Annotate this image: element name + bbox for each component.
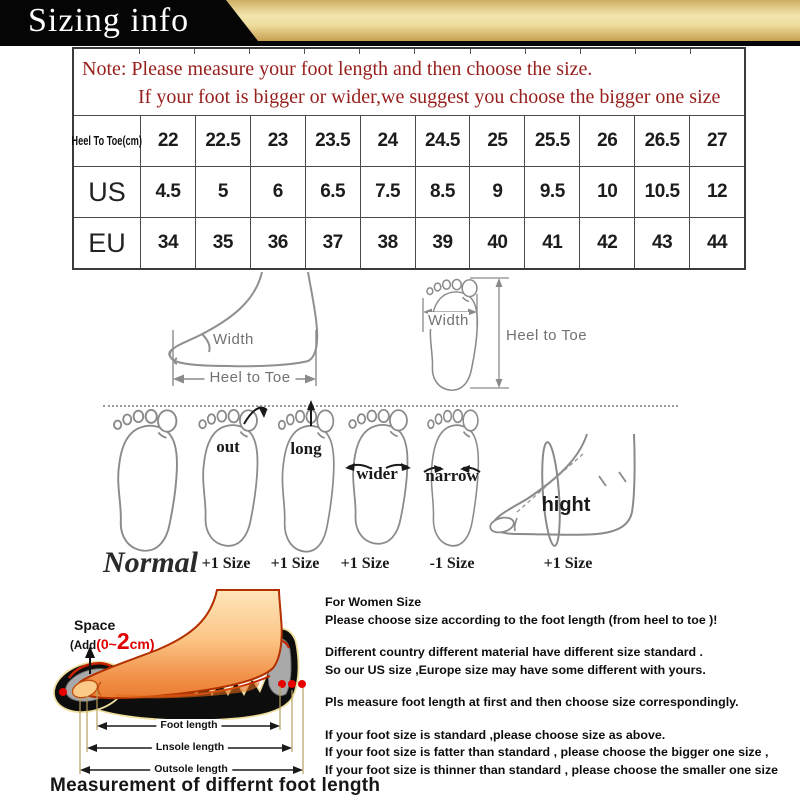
footprint-normal	[104, 408, 184, 553]
add-unit: cm)	[129, 636, 155, 652]
size-cell: 4.5	[140, 166, 195, 217]
note-line: If your foot size is fatter than standard , please choose the bigger one size ,	[325, 745, 769, 759]
size-cell: 43	[634, 217, 689, 268]
size-cell: 7.5	[360, 166, 415, 217]
foot-tag-narrow: narrow	[425, 466, 479, 485]
size-cell: 9	[469, 166, 524, 217]
note-line-2: If your foot is bigger or wider,we suggest you choose the bigger one size	[138, 86, 721, 108]
size-cell: 23	[250, 115, 305, 166]
foot-size-long: +1 Size	[270, 555, 320, 572]
size-cell: 35	[195, 217, 250, 268]
size-cell: 24	[360, 115, 415, 166]
page-title: Sizing info	[28, 2, 190, 39]
space-add-note	[70, 628, 155, 654]
foot-length-label: Foot length	[156, 719, 221, 731]
add-range: (0~	[96, 636, 117, 652]
size-cell: 41	[524, 217, 579, 268]
size-cell: 26.5	[634, 115, 689, 166]
size-cell: 6	[250, 166, 305, 217]
size-cell: 27	[689, 115, 744, 166]
outsole-length-label: Outsole length	[150, 763, 232, 775]
foot-size-hight: +1 Size	[543, 555, 593, 572]
size-cell: 22.5	[195, 115, 250, 166]
size-cell: 23.5	[305, 115, 360, 166]
foot-tag-long: long	[290, 439, 322, 458]
size-cell: 44	[689, 217, 744, 268]
side-heel-to-toe-label: Heel to Toe	[204, 369, 295, 386]
row-header: Heel To Toe(cm)	[74, 115, 140, 166]
gold-accent-stripe	[226, 0, 800, 41]
side-width-label: Width	[213, 331, 254, 348]
footprint-out	[190, 408, 264, 548]
foot-tag-out: out	[216, 437, 240, 456]
note-line: Pls measure foot length at first and then choose size correspondingly.	[325, 695, 739, 709]
note-line: Different country different material have different size standard .	[325, 645, 703, 659]
measurement-caption: Measurement of differnt foot length	[50, 775, 381, 796]
size-cell: 8.5	[415, 166, 470, 217]
note-line: For Women Size	[325, 595, 422, 609]
foot-size-out: +1 Size	[201, 555, 251, 572]
size-cell: 24.5	[415, 115, 470, 166]
size-cell: 22	[140, 115, 195, 166]
foot-size-wider: +1 Size	[340, 555, 390, 572]
size-cell: 9.5	[524, 166, 579, 217]
foot-tag-hight: hight	[541, 494, 591, 516]
dotted-divider	[103, 405, 678, 407]
top-heel-to-toe-label: Heel to Toe	[506, 327, 588, 344]
add-prefix: (Add	[70, 640, 97, 652]
size-cell: 42	[579, 217, 634, 268]
row-header: EU	[74, 217, 140, 268]
size-cell: 39	[415, 217, 470, 268]
top-width-label: Width	[428, 312, 469, 329]
sizing-notes-panel	[325, 594, 800, 779]
add-value: 2	[116, 628, 130, 654]
size-cell: 12	[689, 166, 744, 217]
footprint-long	[270, 408, 340, 554]
space-label: Space	[74, 617, 116, 633]
size-cell: 40	[469, 217, 524, 268]
row-header: US	[74, 166, 140, 217]
size-cell: 34	[140, 217, 195, 268]
insole-length-label: Lnsole length	[152, 741, 228, 753]
size-cell: 25.5	[524, 115, 579, 166]
size-cell: 6.5	[305, 166, 360, 217]
foot-size-normal: Normal	[103, 546, 199, 579]
note-line-1: Note: Please measure your foot length and then choose the size.	[82, 58, 593, 80]
size-cell: 26	[579, 115, 634, 166]
foot-size-narrow: -1 Size	[429, 555, 475, 572]
size-conversion-table	[72, 47, 746, 270]
size-cell: 37	[305, 217, 360, 268]
size-cell: 25	[469, 115, 524, 166]
foot-side-hight	[487, 424, 645, 550]
size-cell: 36	[250, 217, 305, 268]
note-line: Please choose size according to the foot length (from heel to toe )!	[325, 612, 718, 627]
note-line: If your foot size is standard ,please choose size as above.	[325, 727, 666, 742]
note-line: So our US size ,Europe size may have some different with yours.	[325, 662, 706, 677]
column-ticks	[73, 49, 745, 54]
size-cell: 10	[579, 166, 634, 217]
foot-tag-wider: wider	[356, 464, 398, 483]
header-bar	[0, 0, 800, 46]
size-cell: 5	[195, 166, 250, 217]
size-cell: 38	[360, 217, 415, 268]
size-cell: 10.5	[634, 166, 689, 217]
note-line: If your foot size is thinner than standard , please choose the smaller one size	[325, 762, 779, 777]
note-box	[74, 49, 744, 115]
